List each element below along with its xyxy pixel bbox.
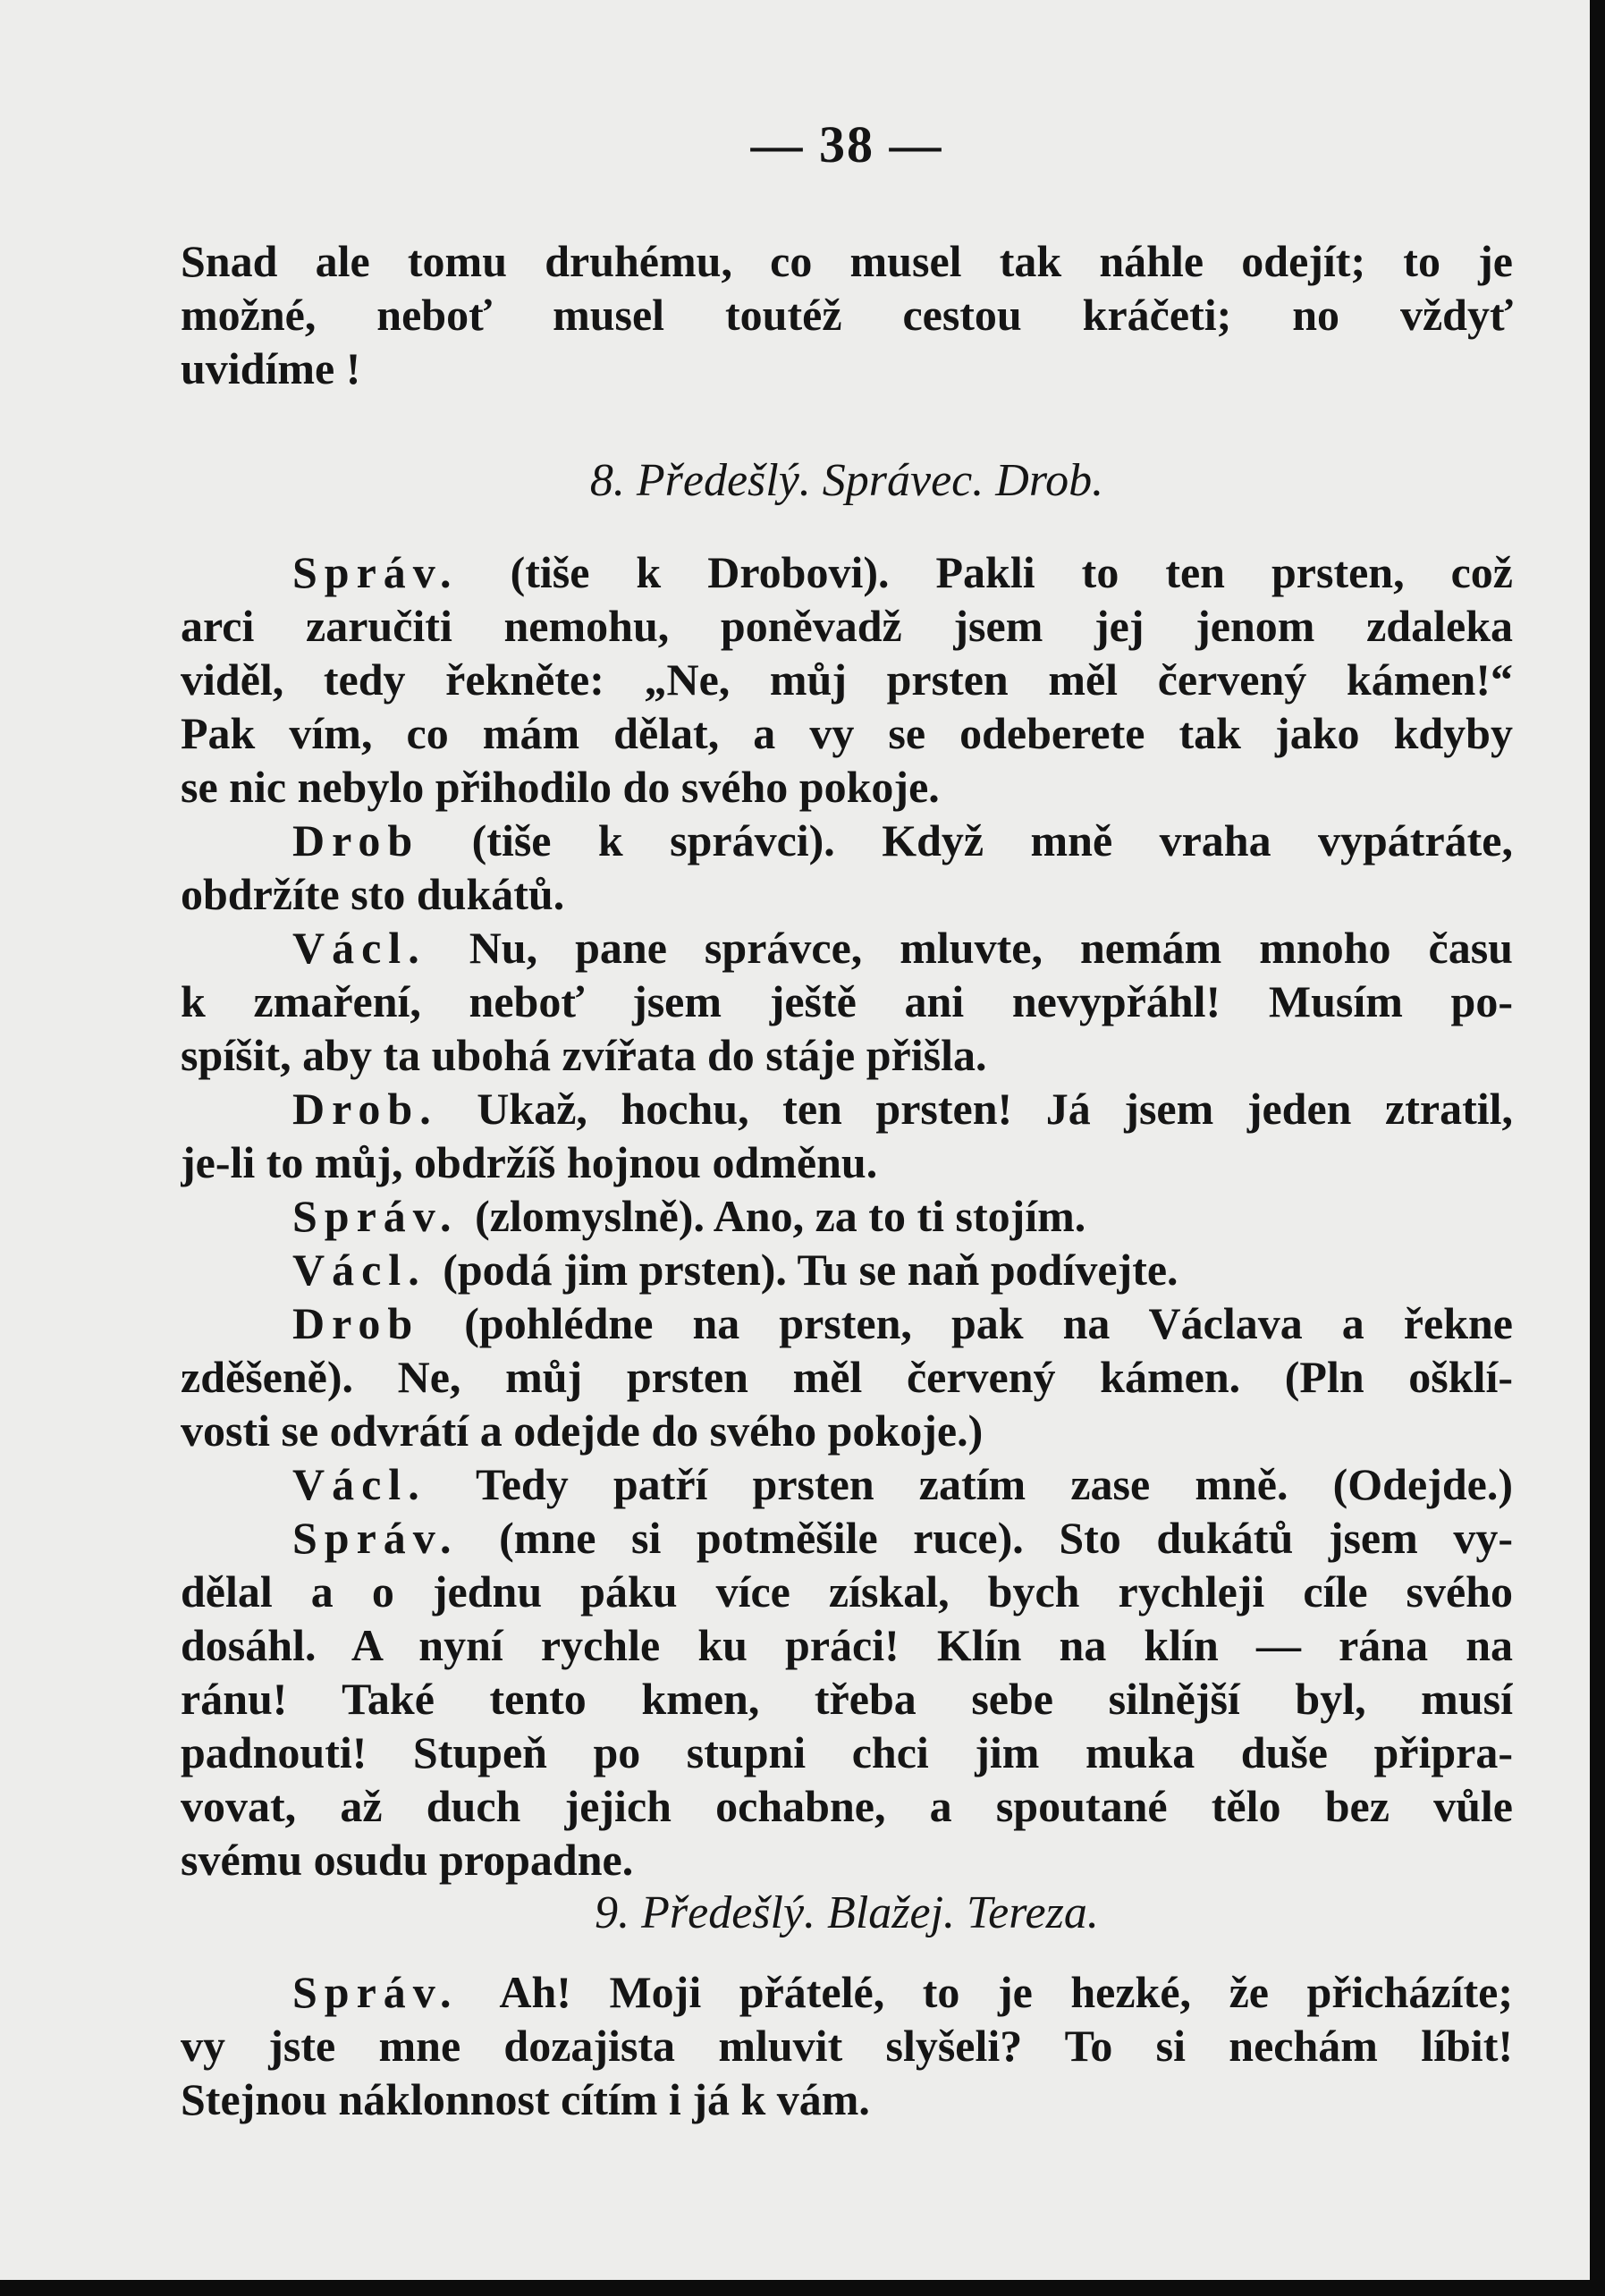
- scene-8-dialogue: [181, 545, 1513, 1887]
- dialogue-line: [181, 599, 1513, 653]
- dialogue-text: spíšit, aby ta ubohá zvířata do stáje přišla.: [181, 1030, 987, 1080]
- dialogue-text: (tiše k Drobovi). Pakli to ten prsten, což: [510, 547, 1513, 597]
- dialogue-text: Ukaž, hochu, ten prsten! Já jsem jeden ztratil,: [477, 1084, 1513, 1134]
- scene-9-dialogue: [181, 1965, 1513, 2126]
- dialogue-line: [181, 1965, 1513, 2019]
- speaker-name: Václ.: [292, 923, 427, 973]
- dialogue-text: je-li to můj, obdržíš hojnou odměnu.: [181, 1137, 878, 1187]
- dialogue-line: [181, 1135, 1513, 1189]
- dialogue-text: Pak vím, co mám dělat, a vy se odeberete tak jako kdyby: [181, 708, 1513, 758]
- dialogue-line: [181, 653, 1513, 706]
- dialogue-line: [181, 1457, 1513, 1511]
- dialogue-line: [181, 1404, 1513, 1457]
- speaker-name: Drob: [292, 815, 420, 865]
- dialogue-text: vosti se odvrátí a odejde do svého pokoje.): [181, 1405, 984, 1456]
- dialogue-line: [181, 1779, 1513, 1833]
- dialogue-text: padnouti! Stupeň po stupni chci jim muka duše připra-: [181, 1727, 1513, 1777]
- speaker-name: Správ.: [292, 1967, 459, 2017]
- text-line: možné, neboť musel toutéž cestou kráčeti; no vždyť: [181, 290, 1513, 340]
- speaker-name: Správ.: [292, 1191, 459, 1241]
- dialogue-line: [181, 1618, 1513, 1672]
- dialogue-line: [181, 1028, 1513, 1082]
- dialogue-text: se nic nebylo přihodilo do svého pokoje.: [181, 762, 940, 812]
- dialogue-text: Tedy patří prsten zatím zase mně. (Odejde.): [475, 1459, 1513, 1509]
- text-line: Snad ale tomu druhému, co musel tak náhle odejít; to je: [181, 236, 1513, 286]
- speaker-name: Správ.: [292, 547, 459, 597]
- dialogue-text: svému osudu propadne.: [181, 1835, 634, 1885]
- dialogue-line: [181, 545, 1513, 599]
- dialogue-line: [181, 921, 1513, 975]
- dialogue-line: [181, 867, 1513, 921]
- dialogue-text: (pohlédne na prsten, pak na Václava a řekne: [464, 1298, 1513, 1348]
- dialogue-line: [181, 975, 1513, 1028]
- dialogue-text: zděšeně). Ne, můj prsten měl červený kámen. (Pln ošklí-: [181, 1352, 1513, 1402]
- dialogue-line: [181, 1833, 1513, 1887]
- dialogue-text: (mne si potměšile ruce). Sto dukátů jsem vy-: [499, 1513, 1513, 1563]
- dialogue-line: [181, 1082, 1513, 1135]
- dialogue-line: [181, 1243, 1513, 1296]
- text-line: uvidíme !: [181, 343, 361, 393]
- dialogue-text: Ah! Moji přátelé, to je hezké, že přicházíte;: [499, 1967, 1513, 2017]
- dialogue-line: [181, 760, 1513, 814]
- dialogue-line: [181, 1672, 1513, 1726]
- page-number: — 38 —: [750, 115, 943, 173]
- dialogue-text: Stejnou náklonnost cítím i já k vám.: [181, 2074, 870, 2124]
- dialogue-text: ránu! Také tento kmen, třeba sebe silnější byl, musí: [181, 1674, 1513, 1724]
- dialogue-text: (podá jim prsten). Tu se naň podívejte.: [443, 1245, 1178, 1295]
- opening-paragraph: [181, 234, 1513, 395]
- dialogue-text: vy jste mne dozajista mluvit slyšeli? To si nechám líbit!: [181, 2021, 1513, 2071]
- dialogue-line: [181, 814, 1513, 867]
- speaker-name: Václ.: [292, 1245, 427, 1295]
- dialogue-text: k zmaření, neboť jsem ještě ani nevypřáhl! Musím po-: [181, 976, 1513, 1026]
- scene-heading-8: 8. Předešlý. Správec. Drob.: [589, 455, 1104, 506]
- speaker-name: Václ.: [292, 1459, 427, 1509]
- dialogue-line: [181, 2019, 1513, 2072]
- dialogue-text: dosáhl. A nyní rychle ku práci! Klín na klín — rána na: [181, 1620, 1513, 1670]
- dialogue-text: (zlomyslně). Ano, za to ti stojím.: [475, 1191, 1086, 1241]
- speaker-name: Drob.: [292, 1084, 438, 1134]
- dialogue-text: (tiše k správci). Když mně vraha vypátráte,: [471, 815, 1513, 865]
- speaker-name: Drob: [292, 1298, 420, 1348]
- dialogue-line: [181, 1726, 1513, 1779]
- scene-heading-9: 9. Předešlý. Blažej. Tereza.: [595, 1887, 1099, 1938]
- dialogue-text: obdržíte sto dukátů.: [181, 869, 565, 919]
- dialogue-line: [181, 706, 1513, 760]
- dialogue-line: [181, 1189, 1513, 1243]
- dialogue-line: [181, 2072, 1513, 2126]
- dialogue-text: arci zaručiti nemohu, poněvadž jsem jej jenom zdaleka: [181, 601, 1513, 651]
- dialogue-line: [181, 1350, 1513, 1404]
- dialogue-line: [181, 1511, 1513, 1565]
- dialogue-text: viděl, tedy řekněte: „Ne, můj prsten měl červený kámen!“: [181, 654, 1513, 705]
- dialogue-text: Nu, pane správce, mluvte, nemám mnoho času: [469, 923, 1513, 973]
- dialogue-line: [181, 1296, 1513, 1350]
- speaker-name: Správ.: [292, 1513, 459, 1563]
- dialogue-text: dělal a o jednu páku více získal, bych rychleji cíle svého: [181, 1566, 1513, 1616]
- dialogue-line: [181, 1565, 1513, 1618]
- dialogue-text: vovat, až duch jejich ochabne, a spoutané tělo bez vůle: [181, 1781, 1513, 1831]
